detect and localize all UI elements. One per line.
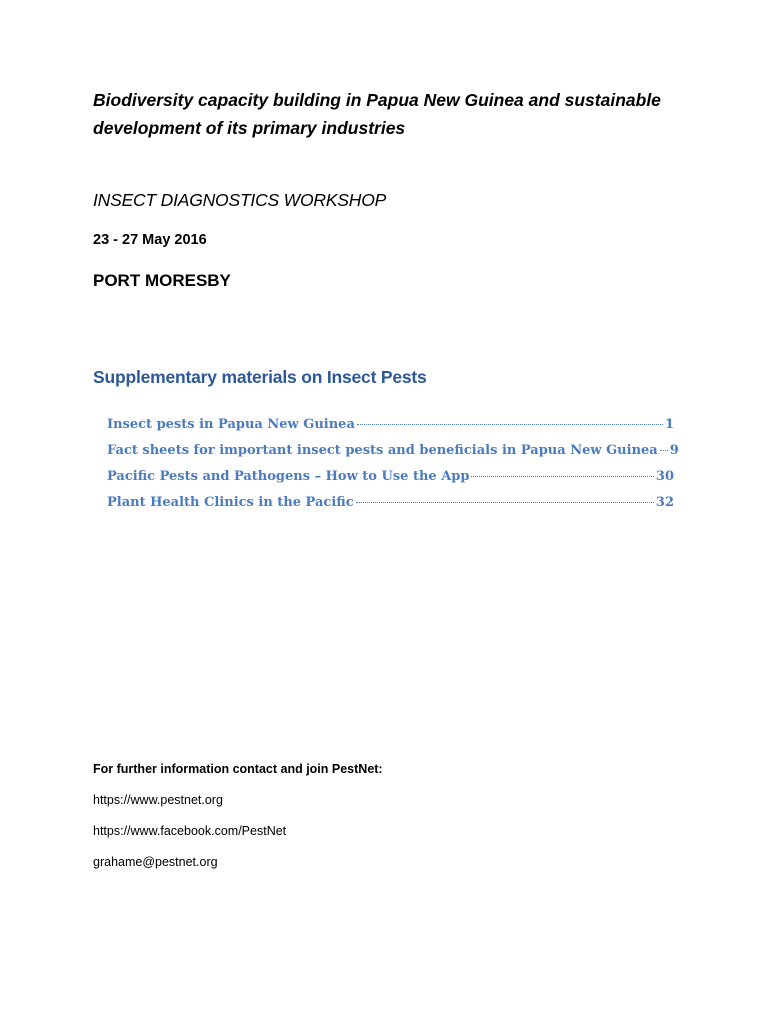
toc-entry[interactable] xyxy=(107,417,674,443)
table-of-contents xyxy=(107,417,679,521)
toc-dot-leader xyxy=(357,423,663,425)
workshop-name: INSECT DIAGNOSTICS WORKSHOP xyxy=(93,190,387,210)
facebook-link[interactable]: https://www.facebook.com/PestNet xyxy=(93,824,287,838)
toc-entry-page[interactable]: 1 xyxy=(664,417,674,432)
toc-entry-title[interactable]: Fact sheets for important insect pests and beneficials in Papua New Guinea xyxy=(107,443,658,458)
contact-label: For further information contact and join PestNet: xyxy=(93,762,383,776)
email-link[interactable]: grahame@pestnet.org xyxy=(93,855,218,869)
toc-entry-page[interactable]: 32 xyxy=(655,495,674,510)
toc-entry-title[interactable]: Plant Health Clinics in the Pacific xyxy=(107,495,354,510)
website-link[interactable]: https://www.pestnet.org xyxy=(93,793,223,807)
toc-entry[interactable] xyxy=(107,443,679,469)
toc-entry-page[interactable]: 30 xyxy=(655,469,674,484)
toc-dot-leader xyxy=(660,449,668,451)
toc-heading: Supplementary materials on Insect Pests xyxy=(93,367,427,387)
toc-dot-leader xyxy=(471,475,653,477)
toc-entry-title[interactable]: Insect pests in Papua New Guinea xyxy=(107,417,355,432)
workshop-location: PORT MORESBY xyxy=(93,271,231,290)
workshop-dates: 23 - 27 May 2016 xyxy=(93,232,207,248)
toc-entry[interactable] xyxy=(107,469,674,495)
document-title: Biodiversity capacity building in Papua New Guinea and sustainable development of its primary industries xyxy=(93,90,661,138)
toc-dot-leader xyxy=(356,501,654,503)
toc-entry-page[interactable]: 9 xyxy=(669,443,679,458)
toc-entry-title[interactable]: Pacific Pests and Pathogens – How to Use the App xyxy=(107,469,470,484)
toc-entry[interactable] xyxy=(107,495,674,521)
